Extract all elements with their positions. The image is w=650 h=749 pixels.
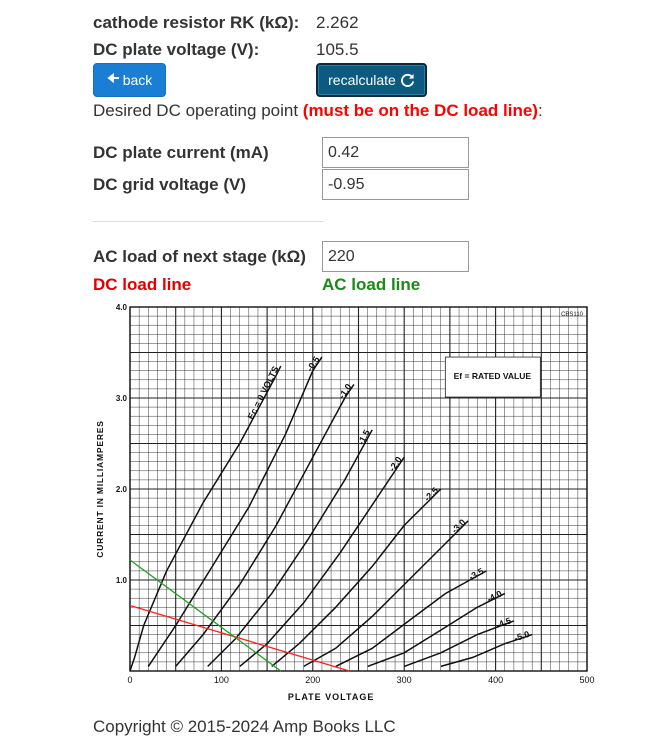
plate-voltage-label: DC plate voltage (V): — [93, 40, 260, 59]
y-axis-label: CURRENT IN MILLIAMPERES — [95, 420, 105, 558]
curve-label: -2.5 — [422, 485, 441, 504]
curve-label: -2.0 — [386, 454, 404, 474]
rk-value: 2.262 — [316, 13, 359, 32]
back-button-label: back — [122, 72, 153, 88]
x-axis-label: PLATE VOLTAGE — [287, 692, 375, 702]
plate-characteristics-chart — [93, 297, 598, 707]
back-button[interactable] — [93, 63, 166, 97]
chart-labels — [95, 303, 595, 702]
curve-label: -1.5 — [355, 428, 372, 447]
curve-label: -4.0 — [485, 588, 504, 605]
plate-current-label: DC plate current (mA) — [93, 143, 269, 162]
x-tick-label: 500 — [579, 675, 595, 685]
curve-label: -3.5 — [467, 565, 486, 583]
operating-point-heading — [93, 101, 543, 121]
load-line-warning: (must be on the DC load line) — [302, 101, 538, 120]
grid-voltage-label: DC grid voltage (V) — [93, 175, 247, 194]
grid-voltage-curve — [272, 489, 441, 666]
recalculate-button[interactable] — [316, 63, 427, 97]
arrow-left-icon: 🠈 — [106, 70, 120, 86]
note-label: Ef = RATED VALUE — [453, 371, 532, 382]
x-tick-label: 300 — [396, 675, 412, 685]
ac-load-label: AC load of next stage (kΩ) — [93, 247, 306, 266]
y-tick-label: 1.0 — [115, 576, 127, 585]
grid-voltage-input[interactable] — [322, 169, 469, 200]
plate-current-input[interactable] — [322, 137, 469, 168]
x-tick-label: 400 — [488, 675, 504, 685]
refresh-icon — [400, 73, 415, 88]
copyright-footer: Copyright © 2015-2024 Amp Books LLC — [93, 717, 396, 736]
operating-point-text: Desired DC operating point — [93, 101, 303, 120]
x-tick-label: 200 — [305, 675, 321, 685]
grid-voltage-curve — [208, 430, 373, 667]
ac-load-input[interactable] — [322, 241, 469, 272]
recalculate-button-label: recalculate — [328, 72, 396, 88]
curve-label: -1.0 — [336, 381, 354, 401]
ac-load-line-legend: AC load line — [322, 275, 421, 294]
y-tick-label: 4.0 — [115, 303, 127, 312]
rk-label: cathode resistor RK (kΩ): — [93, 13, 300, 32]
grid-voltage-curve — [368, 594, 505, 667]
x-tick-label: 0 — [127, 675, 133, 685]
dc-load-line-legend: DC load line — [93, 275, 192, 294]
y-tick-label: 2.0 — [115, 485, 127, 494]
grid-voltage-curve — [148, 354, 322, 666]
plate-voltage-value: 105.5 — [316, 40, 359, 59]
operating-point-suffix: : — [537, 101, 543, 120]
curve-label: -0.5 — [304, 354, 322, 374]
curve-label: Ec = 0 VOLTS — [245, 364, 281, 421]
corner-label: CBS110 — [561, 312, 583, 318]
curve-label: -4.5 — [494, 615, 513, 631]
curve-label: -5.0 — [512, 629, 531, 644]
y-tick-label: 3.0 — [115, 394, 127, 403]
divider — [93, 221, 323, 222]
x-tick-label: 100 — [213, 675, 229, 685]
curve-label: -3.0 — [449, 517, 468, 536]
